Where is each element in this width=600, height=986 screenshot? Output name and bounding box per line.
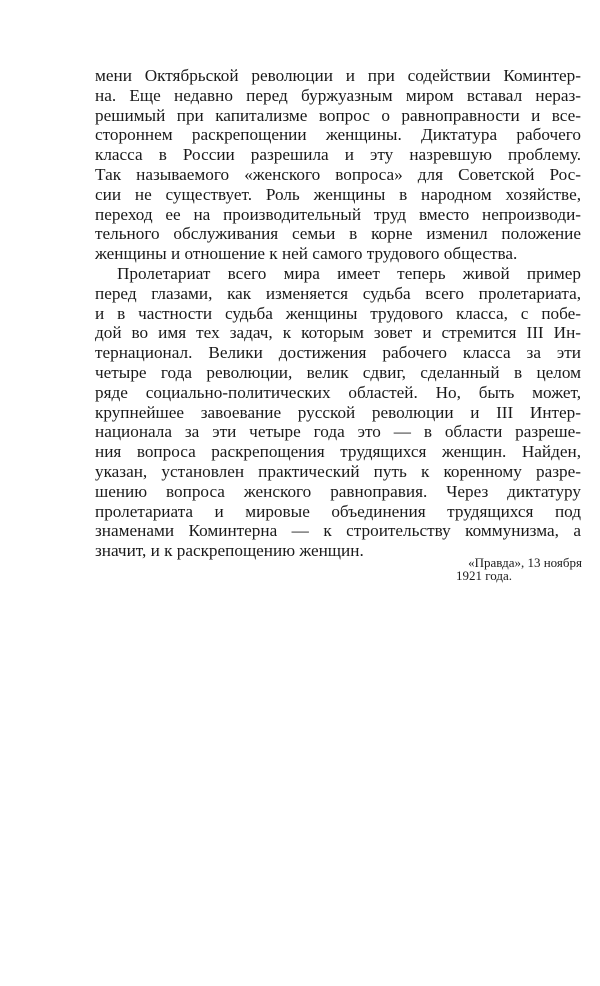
text-line: и в частности судьба женщины трудового класса, с побе- (95, 303, 581, 323)
article-text (95, 66, 581, 561)
text-line: перед глазами, как изменяется судьба всего пролетариата, (95, 283, 581, 303)
text-line: знаменами Коминтерна — к строительству коммунизма, а (95, 521, 581, 541)
text-line: тельного обслуживания семьи в корне изменил положение (95, 224, 581, 244)
text-line: класса в России разрешила и эту назревшую проблему. (95, 145, 581, 165)
text-line: на. Еще недавно перед буржуазным миром вставал нераз- (95, 85, 581, 105)
text-line: тернационал. Велики достижения рабочего класса за эти (95, 343, 581, 363)
text-line: значит, и к раскрепощению женщин. (95, 541, 364, 561)
text-line: стороннем раскрепощении женщины. Диктатура рабочего (95, 125, 581, 145)
text-line: сии не существует. Роль женщины в народном хозяйстве, (95, 184, 581, 204)
citation-line: «Правда», 13 ноября (468, 555, 582, 570)
text-line: национала за эти четыре года это — в области разреше- (95, 422, 581, 442)
text-line: указан, установлен практический путь к коренному разре- (95, 461, 581, 481)
text-line: крупнейшее завоевание русской революции и III Интер- (95, 402, 581, 422)
text-line: четыре года революции, велик сдвиг, сделанный в целом (95, 362, 581, 382)
text-line: пролетариата и мировые объединения трудящихся под (95, 501, 581, 521)
text-line: ния вопроса раскрепощения трудящихся женщин. Найден, (95, 442, 581, 462)
text-line: Так называемого «женского вопроса» для Советской Рос- (95, 164, 581, 184)
text-line: мени Октябрьской революции и при содействии Коминтер- (95, 66, 581, 85)
text-line: решимый при капитализме вопрос о равноправности и все- (95, 105, 581, 125)
text-line: переход ее на производительный труд вместо непроизводи- (95, 204, 581, 224)
paragraph-first-line: Пролетариат всего мира имеет теперь живой пример (117, 263, 581, 283)
text-line: дой во имя тех задач, к которым зовет и стремится III Ин- (95, 323, 581, 343)
source-citation (440, 556, 582, 582)
text-line: ряде социально-политических областей. Но, быть может, (95, 382, 581, 402)
text-line: шению вопроса женского равноправия. Через диктатуру (95, 481, 581, 501)
text-line: женщины и отношение к ней самого трудового общества. (95, 244, 518, 264)
citation-line: 1921 года. (456, 568, 513, 583)
